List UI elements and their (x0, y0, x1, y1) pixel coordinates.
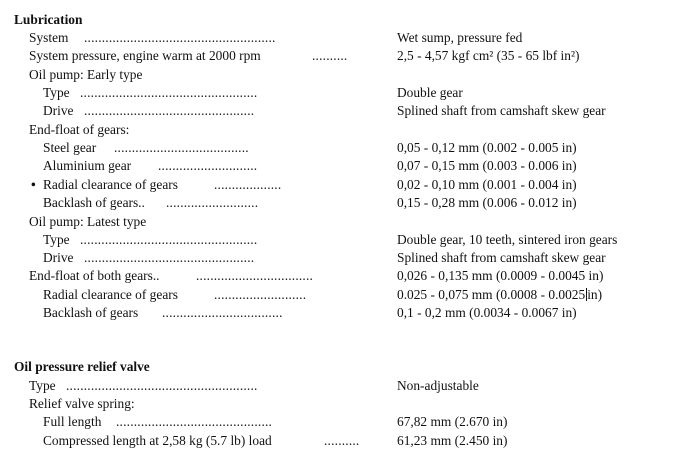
radial-clearance-latest-value: 0.025 - 0,075 mm (0.0008 - 0.0025 in) (397, 287, 603, 302)
spec-page: Lubrication System ...................................................... Wet sump, pressure fed System pressure, engine warm at 2000 rpm .......... 2,5 - 4,57 kgf cm² (35 - 65 lbf in²) Oil pump: Early type Type .................................................. Double gear Drive ................................................ Splined shaft from camshaft skew gear End-float of gears: Steel gear ...................................... 0,05 - 0,12 mm (0.002 - 0.005 in) Aluminium gear ............................ 0,07 - 0,15 mm (0.003 - 0.006 in) • Radial clearance of gears ................... 0,02 - 0,10 mm (0.001 - 0.004 in) Backlash of gears.. .......................... 0,15 - 0,28 mm (0.006 - 0.012 in) Oil pump: Latest type Type .................................................. Double gear, 10 teeth, sintered iron gears Drive ................................................ Splined shaft from camshaft skew gear End-float of both gears.. ................................. 0,026 - 0,135 mm (0.0009 - 0.0045 in) Radial clearance of gears .......................... 0.025 - 0,075 mm (0.0008 - 0.0025 in) Backlash of gears .................................. 0,1 - 0,2 mm (0.0034 - 0.0067 in) Oil pressure relief valve Type ...................................................... Non-adjustable Relief valve spring: Full length ............................................ 67,82 mm (2.670 in) Compressed length at 2,58 kg (5.7 lb) load .......... 61,23 mm (2.450 in) (14, 12, 618, 448)
